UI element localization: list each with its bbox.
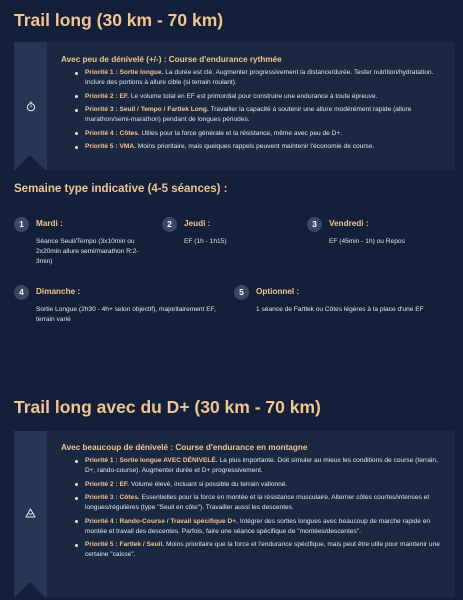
day-description: Sortie Longue (2h30 - 4h+ selon objectif), majoritairement EF, terrain varié <box>36 306 216 323</box>
stopwatch-icon <box>14 101 47 116</box>
priority-text: Essentielles pour la force en montée et la résistance musculaire. Alterner côtes courtes/intenses et longues/régulières (type "Seuil en côte"). Travailler aussi les descentes. <box>85 494 430 511</box>
priority-list <box>61 456 447 560</box>
day-item-2 <box>162 217 302 257</box>
list-item <box>61 129 447 139</box>
day-description: 1 séance de Fartlek ou Côtes légères à la place d'une EF <box>256 306 424 313</box>
day-item-1 <box>14 217 154 273</box>
priority-label: Priorité 4 : Côtes. <box>85 129 140 137</box>
day-number-badge: 2 <box>162 217 177 232</box>
card-heading: Avec peu de dénivelé (+/-) : Course d'endurance rythmée <box>61 55 282 64</box>
training-card-low-elevation <box>14 42 455 170</box>
priority-label: Priorité 1 : Sortie longue. <box>85 69 164 76</box>
priority-label: Priorité 2 : EF. <box>85 92 129 100</box>
section-title-trail-long: Trail long (30 km - 70 km) <box>14 10 224 30</box>
priority-label: Priorité 5 : VMA. <box>85 143 136 150</box>
day-number-badge: 5 <box>234 285 249 300</box>
priority-label: Priorité 1 : Sortie longue AVEC DÉNIVELÉ. <box>85 457 218 464</box>
day-name: Vendredi : <box>329 219 369 228</box>
day-description: EF (45min - 1h) ou Repos <box>329 238 405 245</box>
day-name: Mardi : <box>36 219 63 228</box>
priority-text: La plus importante. Doit simuler au mieux les conditions de course (terrain, D+, rando-course). Augmenter durée et D+ progressivement. <box>85 457 438 474</box>
day-number-badge: 1 <box>14 217 29 232</box>
list-item <box>61 480 447 490</box>
list-item <box>61 456 447 476</box>
priority-text: Le volume total en EF est primordial pour construire une endurance à toute épreuve. <box>128 92 378 100</box>
training-card-high-elevation <box>14 431 455 597</box>
card-side-strip <box>14 431 47 597</box>
priority-label: Priorité 3 : Côtes. <box>85 494 140 501</box>
priority-text: Intégrer des sorties longues avec beaucoup de marche rapide en montée et travail des descentes. Parfois, faire une séance spécifique de "montées/descentes". <box>85 517 431 535</box>
list-item <box>61 493 447 513</box>
list-item <box>61 540 447 560</box>
day-name: Optionnel : <box>256 287 300 296</box>
priority-text: Utiles pour la force générale et la résistance, même avec peu de D+. <box>139 129 343 137</box>
list-item <box>61 105 447 125</box>
list-item <box>61 142 447 152</box>
list-item <box>61 92 447 102</box>
card-heading: Avec beaucoup de dénivelé : Course d'endurance en montagne <box>61 443 308 452</box>
day-number-badge: 3 <box>307 217 322 232</box>
mountain-icon <box>14 508 47 522</box>
priority-label: Priorité 2 : EF. <box>85 480 129 488</box>
day-name: Jeudi : <box>184 219 211 228</box>
day-item-3 <box>307 217 457 257</box>
day-name: Dimanche : <box>36 287 81 296</box>
week-plan-title: Semaine type indicative (4-5 séances) : <box>14 183 228 195</box>
card-side-strip <box>14 42 47 170</box>
priority-text: Volume élevé, incluant si possible du terrain vallonné. <box>128 480 288 488</box>
priority-text: Moins prioritaire que la force et l'endurance spécifique, mais peut être utile pour maintenir une certaine "caisse". <box>85 541 440 558</box>
priority-text: Travailler la capacité à soutenir une allure modérément rapide (allure marathon/semi-marathon) pendant de longues périodes. <box>85 106 412 123</box>
priority-label: Priorité 4 : Rando-Course / Travail spécifique D+. <box>85 517 238 525</box>
list-item <box>61 68 447 88</box>
list-item <box>61 517 447 537</box>
priority-text: Moins prioritaire, mais quelques rappels peuvent maintenir l'économie de course. <box>135 143 375 150</box>
day-item-5 <box>234 285 454 325</box>
priority-list <box>61 68 447 152</box>
day-item-4 <box>14 285 229 325</box>
day-number-badge: 4 <box>14 285 29 300</box>
priority-label: Priorité 5 : Fartlek / Seuil. <box>85 541 165 548</box>
section-title-trail-long-dplus: Trail long avec du D+ (30 km - 70 km) <box>14 397 321 417</box>
card-body <box>61 54 447 156</box>
card-body <box>61 442 447 564</box>
day-description: EF (1h - 1h15) <box>184 238 227 245</box>
day-description: Séance Seuil/Tempo (3x10min ou 2x20min allure semi/marathon R:2-3min) <box>36 238 139 265</box>
priority-label: Priorité 3 : Seuil / Tempo / Fartlek Long. <box>85 106 209 113</box>
priority-text: La durée est clé. Augmenter progressivement la distance/durée. Tester nutrition/hydratation. Inclure des portions à allure cible (si terrain roulant). <box>85 69 434 86</box>
